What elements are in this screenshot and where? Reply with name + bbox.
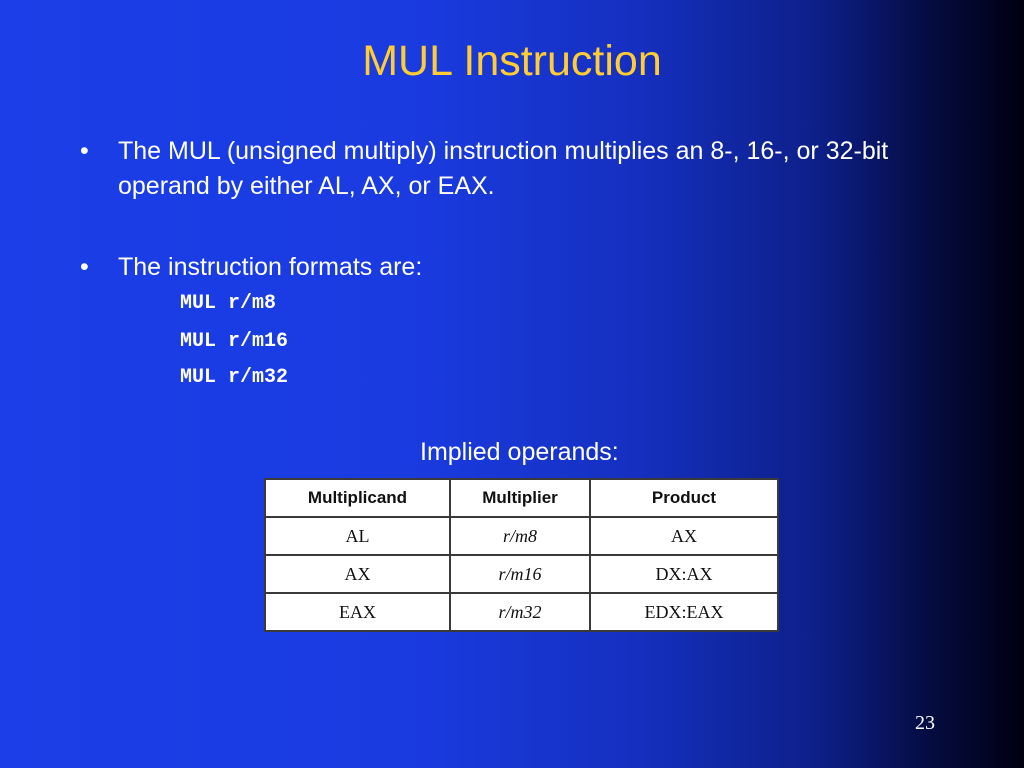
cell-multiplier: r/m32 <box>450 593 590 631</box>
cell-multiplier: r/m8 <box>450 517 590 555</box>
bullet-text: The MUL (unsigned multiply) instruction multiplies an 8-, 16-, or 32-bit operand by either AL, AX, or EAX. <box>118 137 889 200</box>
instruction-format: MUL r/m8 <box>180 292 277 315</box>
cell-multiplicand: AX <box>265 555 450 593</box>
bullet-item <box>80 134 920 204</box>
bullet-text: The instruction formats are: <box>118 253 423 281</box>
table-row <box>265 517 778 555</box>
header-multiplier: Multiplier <box>450 479 590 517</box>
table-header-row <box>265 479 778 517</box>
bullet-marker: • <box>80 137 89 165</box>
cell-product: DX:AX <box>590 555 778 593</box>
implied-operands-label: Implied operands: <box>420 438 619 466</box>
slide-title: MUL Instruction <box>362 37 662 85</box>
table-row <box>265 555 778 593</box>
header-multiplicand: Multiplicand <box>265 479 450 517</box>
header-product: Product <box>590 479 778 517</box>
cell-multiplicand: AL <box>265 517 450 555</box>
bullet-item <box>80 250 920 285</box>
instruction-format: MUL r/m16 <box>180 330 289 353</box>
page-number: 23 <box>915 712 935 734</box>
cell-multiplicand: EAX <box>265 593 450 631</box>
instruction-format: MUL r/m32 <box>180 366 289 389</box>
bullet-marker: • <box>80 253 89 281</box>
implied-operands-table <box>264 478 779 632</box>
cell-product: AX <box>590 517 778 555</box>
cell-product: EDX:EAX <box>590 593 778 631</box>
cell-multiplier: r/m16 <box>450 555 590 593</box>
table-row <box>265 593 778 631</box>
